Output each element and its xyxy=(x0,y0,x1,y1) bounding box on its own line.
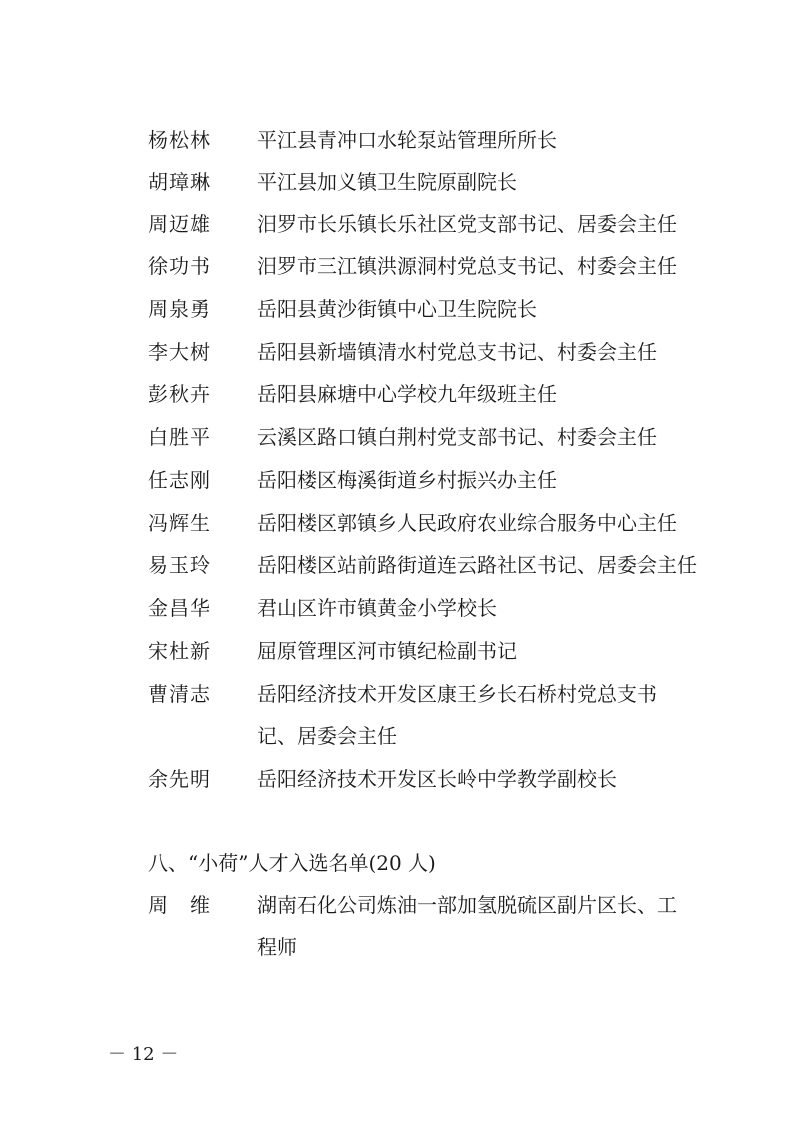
person-title: 岳阳经济技术开发区康王乡长石桥村党总支书记、居委会主任 xyxy=(257,682,657,748)
person-title: 湖南石化公司炼油一部加氢脱硫区副片区长、工程师 xyxy=(257,893,677,959)
list-item xyxy=(0,288,793,330)
list-item xyxy=(0,203,793,245)
person-title: 岳阳县麻塘中心学校九年级班主任 xyxy=(257,382,557,406)
list-item xyxy=(0,673,793,757)
list-item xyxy=(0,630,793,672)
person-title: 汨罗市长乐镇长乐社区党支部书记、居委会主任 xyxy=(257,212,677,236)
person-name: 胡璋琳 xyxy=(148,170,211,194)
person-name: 任志刚 xyxy=(148,468,211,492)
list-item xyxy=(0,502,793,544)
list-item xyxy=(0,373,793,415)
person-title: 君山区许市镇黄金小学校长 xyxy=(257,596,497,620)
person-name: 金昌华 xyxy=(148,596,211,620)
person-name: 周 维 xyxy=(148,893,211,917)
person-name: 周迈雄 xyxy=(148,212,211,236)
person-title: 岳阳楼区梅溪街道乡村振兴办主任 xyxy=(257,468,557,492)
list-item xyxy=(0,758,793,800)
person-title: 平江县青冲口水轮泵站管理所所长 xyxy=(257,128,557,152)
person-title: 屈原管理区河市镇纪检副书记 xyxy=(257,639,517,663)
person-name: 宋杜新 xyxy=(148,639,211,663)
person-name: 周泉勇 xyxy=(148,297,211,321)
person-title: 云溪区路口镇白荆村党支部书记、村委会主任 xyxy=(257,425,657,449)
list-item xyxy=(0,161,793,203)
person-name: 徐功书 xyxy=(148,254,211,278)
list-item xyxy=(0,884,793,968)
person-name: 余先明 xyxy=(148,767,211,791)
list-item xyxy=(0,459,793,501)
person-name: 曹清志 xyxy=(148,682,211,706)
person-name: 杨松林 xyxy=(148,128,211,152)
list-item xyxy=(0,119,793,161)
person-name: 白胜平 xyxy=(148,425,211,449)
person-name: 李大树 xyxy=(148,340,211,364)
person-title: 汨罗市三江镇洪源洞村党总支书记、村委会主任 xyxy=(257,254,677,278)
list-item xyxy=(0,587,793,629)
section-heading: 八、“小荷”人才入选名单(20 人) xyxy=(148,851,436,875)
list-item xyxy=(0,245,793,287)
person-title: 岳阳楼区郭镇乡人民政府农业综合服务中心主任 xyxy=(257,511,677,535)
list-item xyxy=(0,544,793,586)
person-title: 岳阳楼区站前路街道连云路社区书记、居委会主任 xyxy=(257,553,697,577)
person-title: 岳阳县黄沙街镇中心卫生院院长 xyxy=(257,297,537,321)
page-number: － 12 － xyxy=(108,1044,179,1065)
person-title: 平江县加义镇卫生院原副院长 xyxy=(257,170,517,194)
person-title: 岳阳经济技术开发区长岭中学教学副校长 xyxy=(257,767,617,791)
person-name: 彭秋卉 xyxy=(148,382,211,406)
list-item xyxy=(0,416,793,458)
person-title: 岳阳县新墙镇清水村党总支书记、村委会主任 xyxy=(257,340,657,364)
person-name: 易玉玲 xyxy=(148,553,211,577)
list-item xyxy=(0,331,793,373)
person-name: 冯辉生 xyxy=(148,511,211,535)
